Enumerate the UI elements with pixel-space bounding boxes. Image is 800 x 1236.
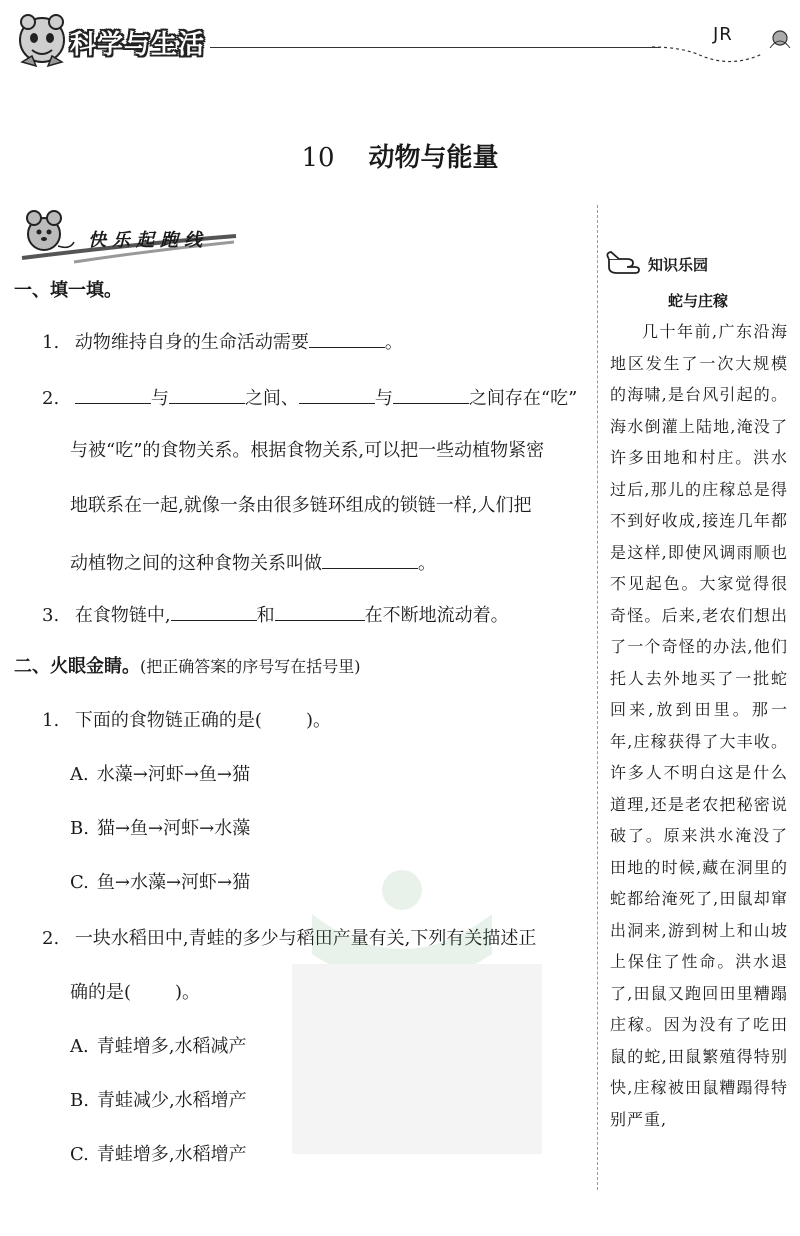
lesson-name: 动物与能量 bbox=[368, 143, 499, 173]
question-1-3: 3. 在食物链中, 和 在不断地流动着。 bbox=[42, 600, 509, 629]
question-1-2-line4: 动植物之间的这种食物关系叫做 。 bbox=[70, 548, 436, 577]
sidebar-heading: 知识乐园 bbox=[648, 256, 709, 274]
option-2-1-b[interactable]: B. 猫→鱼→河虾→水藻 bbox=[70, 818, 251, 839]
part2-heading: 二、火眼金睛。 bbox=[14, 656, 140, 677]
option-2-2-b[interactable]: B. 青蛙减少,水稻增产 bbox=[70, 1090, 247, 1111]
watermark-logo-icon bbox=[292, 864, 542, 1154]
option-2-2-a[interactable]: A. 青蛙增多,水稻减产 bbox=[70, 1036, 247, 1057]
part1-heading: 一、填一填。 bbox=[14, 280, 122, 301]
mascot-logo-icon bbox=[12, 10, 76, 74]
option-2-2-c[interactable]: C. 青蛙增多,水稻增产 bbox=[70, 1144, 247, 1165]
question-2-2-line2: 确的是( )。 bbox=[70, 982, 201, 1003]
answer-blank[interactable] bbox=[169, 383, 245, 404]
question-1-2-line1: 2. 与 之间、 与 之间存在“吃” bbox=[42, 383, 577, 412]
part2-note: (把正确答案的序号写在括号里) bbox=[140, 657, 361, 676]
lesson-title bbox=[0, 137, 800, 174]
answer-blank[interactable] bbox=[322, 548, 418, 569]
sidebar-story-body: 几十年前,广东沿海地区发生了一次大规模的海啸,是台风引起的。海水倒灌上陆地,淹没了许多田地和村庄。洪水过后,那儿的庄稼总是得不到好收成,接连几年都是这样,即使风调雨顺也不见起色。大家觉得很奇怪。后来,老农们想出了一个奇怪的办法,他们托人去外地买了一批蛇回来,放到田里。那一年,庄稼获得了大丰收。许多人不明白这是什么道理,还是老农把秘密说破了。原来洪水淹没了田地的时候,藏在洞里的蛇都给淹死了,田鼠却窜出洞来,游到树上和山坡上保住了性命。洪水退了,田鼠又跑回田里糟蹋庄稼。因为没有了吃田鼠的蛇,田鼠繁殖得特别快,庄稼被田鼠糟蹋得特别严重, bbox=[610, 322, 788, 1129]
answer-blank[interactable] bbox=[75, 383, 151, 404]
question-1-1: 1. 动物维持自身的生命活动需要 。 bbox=[42, 327, 403, 356]
lesson-number: 10 bbox=[301, 143, 335, 173]
pointing-hand-icon bbox=[605, 249, 647, 277]
answer-blank[interactable] bbox=[171, 600, 257, 621]
question-2-1: 1. 下面的食物链正确的是( )。 bbox=[42, 710, 331, 731]
question-1-2-line2: 与被“吃”的食物关系。根据食物关系,可以把一些动植物紧密 bbox=[70, 440, 545, 461]
answer-blank[interactable] bbox=[393, 383, 469, 404]
answer-blank[interactable] bbox=[309, 327, 385, 348]
part2-heading-row bbox=[14, 654, 361, 680]
edition-code: JR bbox=[713, 24, 733, 45]
header-rule bbox=[210, 47, 660, 48]
question-2-2-line1: 2. 一块水稻田中,青蛙的多少与稻田产量有关,下列有关描述正 bbox=[42, 928, 537, 949]
series-title: 科学与生活 bbox=[70, 30, 206, 60]
section-banner-title: 快乐起跑线 bbox=[88, 230, 208, 251]
answer-blank[interactable] bbox=[299, 383, 375, 404]
option-2-1-c[interactable]: C. 鱼→水藻→河虾→猫 bbox=[70, 872, 251, 893]
question-1-2-line3: 地联系在一起,就像一条由很多链环组成的锁链一样,人们把 bbox=[70, 495, 532, 516]
option-2-1-a[interactable]: A. 水藻→河虾→鱼→猫 bbox=[70, 764, 250, 785]
answer-blank[interactable] bbox=[275, 600, 365, 621]
column-divider bbox=[597, 205, 598, 1190]
sidebar-story-title: 蛇与庄稼 bbox=[667, 292, 728, 310]
